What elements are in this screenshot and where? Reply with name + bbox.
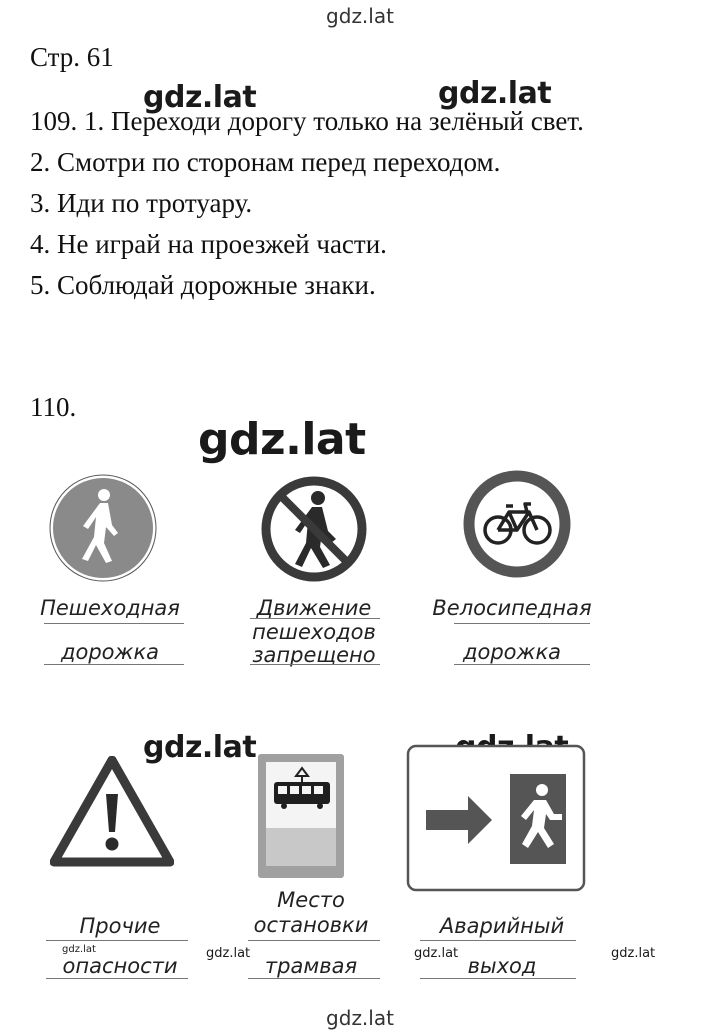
sign-label: выход [467,954,537,978]
sign-label: Место [277,888,345,912]
watermark: gdz.lat [62,944,96,955]
no-pedestrians-sign-icon [258,473,370,585]
sign-label: трамвая [264,954,358,978]
sign-label: пешеходов [252,620,376,644]
sign-label: дорожка [462,640,562,664]
task-109-line: 109. 1. Переходи дорогу только на зелёный свет. [30,106,584,136]
watermark-top: gdz.lat [326,4,394,28]
sign-label: дорожка [60,640,160,664]
watermark: gdz.lat [143,730,257,765]
watermark: gdz.lat [198,414,366,465]
watermark-bottom: gdz.lat [326,1006,394,1030]
watermark: gdz.lat [438,76,552,111]
watermark: gdz.lat [414,946,459,961]
sign-label: Аварийный [439,914,565,938]
sign-label: остановки [253,913,369,937]
watermark: gdz.lat [143,80,257,115]
task-109-line: 4. Не играй на проезжей части. [30,229,387,259]
watermark: gdz.lat [206,946,251,961]
sign-label: Движение [256,596,372,620]
page-reference: Стр. 61 [30,42,114,72]
task-109-line: 5. Соблюдай дорожные знаки. [30,270,376,300]
tram-stop-sign-icon [256,752,346,880]
pedestrian-path-sign-icon [48,473,158,583]
watermark: gdz.lat [611,946,656,961]
emergency-exit-sign-icon [406,744,586,892]
sign-label: Прочие [79,914,161,938]
task-109-line: 2. Смотри по сторонам перед переходом. [30,147,501,177]
bicycle-path-sign-icon [461,468,573,580]
sign-label: Пешеходная [40,596,180,620]
task-110-number: 110. [30,392,77,422]
sign-label: запрещено [252,643,376,667]
sign-label: Велосипедная [432,596,592,620]
task-109-line: 3. Иди по тротуару. [30,188,253,218]
danger-sign-icon [50,756,174,868]
sign-label: опасности [62,954,178,978]
